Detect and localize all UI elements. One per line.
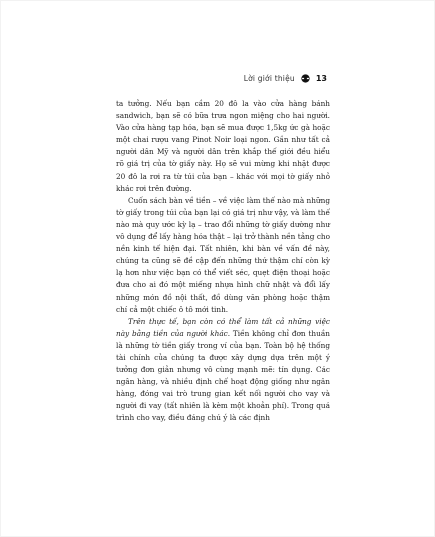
paragraph	[116, 316, 330, 425]
paragraph: ta tưởng. Nếu bạn cầm 20 đô la vào cửa hàng bánh sandwich, bạn sẽ có bữa trưa ngon miệng cho hai người. Vào cửa hàng tạp hóa, bạn sẽ mua được 1,5kg ức gà hoặc một chai rượu vang Pinot Noir loại ngon. Gần như tất cả người dân Mỹ và người dân trên khắp thế giới đều hiểu rõ giá trị của tờ giấy này. Họ sẽ vui mừng khi nhặt được 20 đô la rơi ra từ túi của bạn – khác với mọi tờ giấy nhỏ khác rơi trên đường.	[116, 99, 330, 193]
coin-icon	[301, 74, 310, 83]
chapter-title: Lời giới thiệu	[243, 74, 295, 83]
italic-sentence: Trên thực tế, bạn còn có thể làm tất cả những việc này bằng tiền của người khác.	[116, 316, 330, 338]
paragraph: Cuốn sách bàn về tiền – về việc làm thế nào mà những tờ giấy trong túi của bạn lại có giá trị như vậy, và làm thế nào mà quy ước kỳ lạ – trao đổi những tờ giấy dường như vô dụng để lấy hàng hóa thật – lại trở thành nền tảng cho nền kinh tế hiện đại. Tất nhiên, khi bàn về vấn đề này, chúng ta cũng sẽ đề cập đến những thứ thậm chí còn kỳ lạ hơn như việc bạn có thể viết séc, quẹt điện thoại hoặc đưa cho ai đó một miếng nhựa hình chữ nhật và đổi lấy những món đồ nội thất, đồ dùng văn phòng hoặc thậm chí cả một chiếc ô tô mới tinh.	[116, 195, 330, 314]
body-text	[116, 98, 330, 425]
running-header	[244, 74, 327, 83]
paragraph-continuation: Tiền không chỉ đơn thuần là những tờ tiền giấy trong ví của bạn. Toàn bộ hệ thống tài chính của chúng ta được xây dựng dựa trên một ý tưởng đơn giản nhưng vô cùng mạnh mẽ: tín dụng. Các ngân hàng, và nhiều định chế hoạt động giống như ngân hàng, đóng vai trò trung gian kết nối người cho vay và người đi vay (tất nhiên là kèm một khoản phí). Trong quá trình cho vay, điều đáng chú ý là các định	[116, 328, 330, 423]
page-number: 13	[315, 74, 327, 83]
